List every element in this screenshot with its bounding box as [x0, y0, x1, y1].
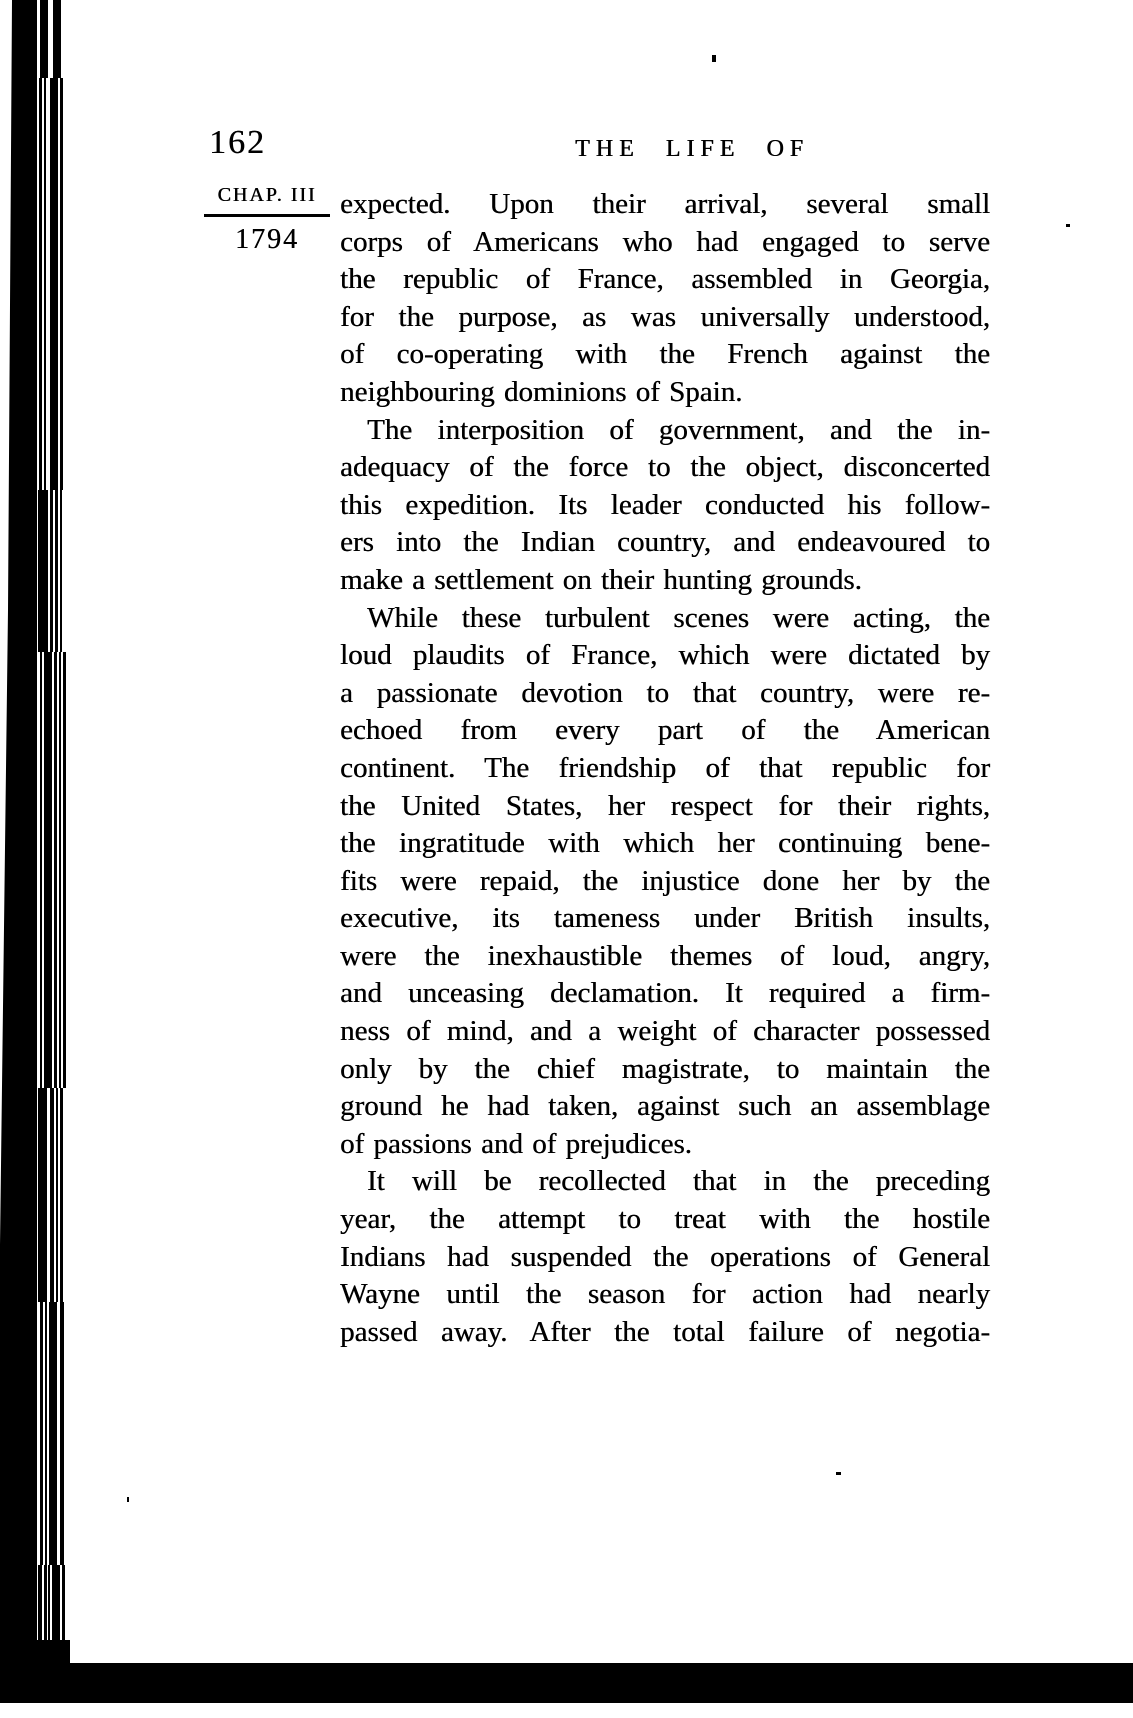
- binding-streaks: [38, 0, 66, 1665]
- body-line: the United States, her respect for their rights,: [340, 789, 990, 822]
- body-line: and unceasing declamation. It required a firm-: [340, 977, 990, 1010]
- scan-speck: [712, 55, 716, 62]
- body-line paragraph-start: The interposition of government, and the in-: [367, 413, 990, 446]
- body-line: this expedition. Its leader conducted his follow-: [340, 488, 990, 521]
- body-line: were the inexhaustible themes of loud, angry,: [340, 939, 990, 972]
- running-header: THE LIFE OF: [575, 136, 809, 162]
- body-line: continent. The friendship of that republic for: [340, 751, 990, 784]
- body-line: year, the attempt to treat with the hostile: [340, 1203, 990, 1236]
- body-line: Wayne until the season for action had nearly: [340, 1278, 990, 1311]
- body-line paragraph-start: While these turbulent scenes were acting, the: [367, 601, 990, 634]
- scan-speck: [127, 1497, 129, 1502]
- body-line: the republic of France, assembled in Georgia,: [340, 263, 990, 296]
- body-line: ground he had taken, against such an assemblage: [340, 1090, 990, 1123]
- binding-shadow-bar: [0, 0, 37, 1665]
- body-line: expected. Upon their arrival, several small: [340, 188, 990, 220]
- scan-bottom-bar-flare: [0, 1640, 70, 1670]
- body-line: a passionate devotion to that country, were re-: [340, 676, 990, 709]
- body-line paragraph-end: neighbouring dominions of Spain.: [340, 375, 743, 408]
- body-line: corps of Americans who had engaged to serve: [340, 225, 990, 258]
- body-line paragraph-end: of passions and of prejudices.: [340, 1127, 692, 1160]
- body-line: ers into the Indian country, and endeavoured to: [340, 526, 990, 559]
- body-line: only by the chief magistrate, to maintain the: [340, 1052, 990, 1085]
- body-line: echoed from every part of the American: [340, 714, 990, 747]
- scan-bottom-bar: [0, 1663, 1133, 1703]
- body-line: fits were repaid, the injustice done her by the: [340, 864, 990, 897]
- body-line: Indians had suspended the operations of General: [340, 1240, 990, 1273]
- scan-speck: [1066, 224, 1070, 227]
- scan-speck: [836, 1472, 841, 1475]
- body-line: the ingratitude with which her continuing bene-: [340, 827, 990, 860]
- body-text-column: [340, 186, 990, 1351]
- page-number: 162: [209, 124, 266, 161]
- body-line: adequacy of the force to the object, disconcerted: [340, 451, 990, 484]
- chapter-label: CHAP. III: [217, 184, 317, 206]
- body-line paragraph-end: make a settlement on their hunting grounds.: [340, 563, 862, 596]
- body-line: loud plaudits of France, which were dictated by: [340, 639, 990, 672]
- margin-rule: [204, 214, 330, 217]
- margin-year: 1794: [235, 224, 299, 255]
- body-line: for the purpose, as was universally understood,: [340, 300, 990, 333]
- body-line: of co-operating with the French against the: [340, 338, 990, 371]
- body-line: executive, its tameness under British insults,: [340, 902, 990, 935]
- body-line paragraph-start: It will be recollected that in the preceding: [367, 1165, 990, 1198]
- body-line: ness of mind, and a weight of character possessed: [340, 1015, 990, 1048]
- body-line: passed away. After the total failure of negotia-: [340, 1315, 990, 1348]
- margin-note: [204, 182, 330, 256]
